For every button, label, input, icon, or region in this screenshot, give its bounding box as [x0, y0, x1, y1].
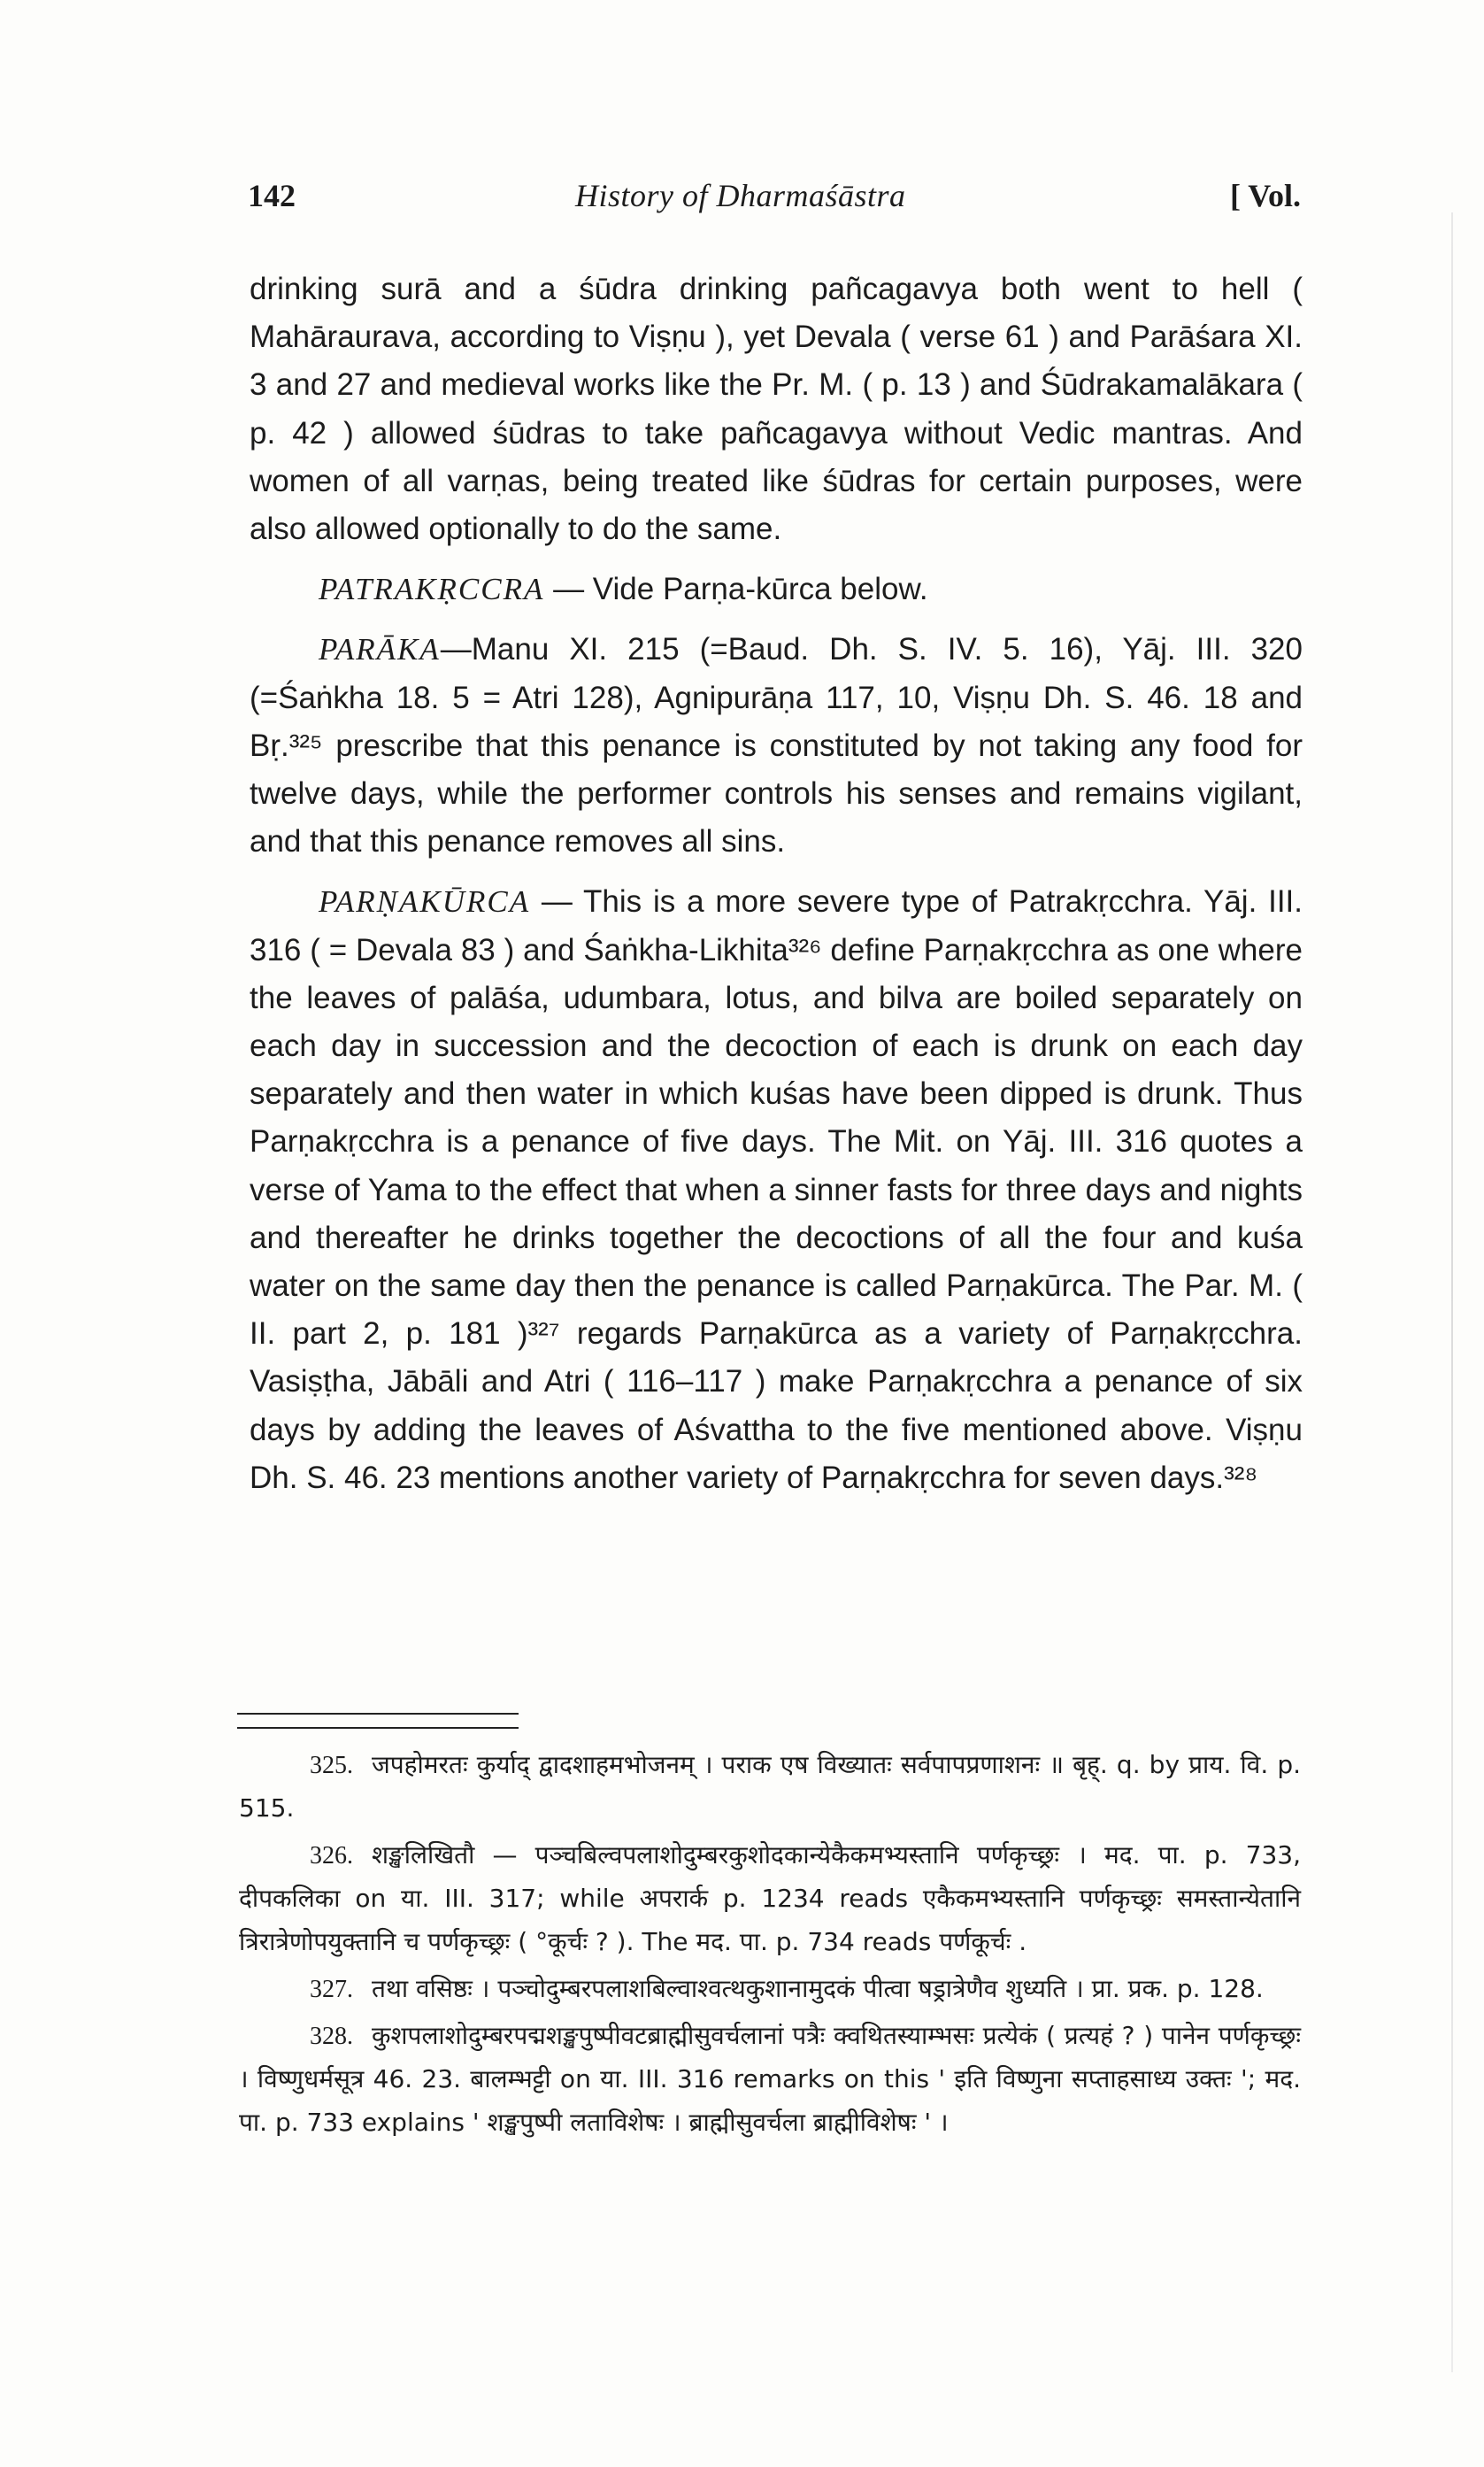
footnote-326	[239, 1834, 1301, 1964]
footnote-separator	[237, 1713, 519, 1729]
footnote-number: 325.	[310, 1752, 353, 1779]
footnote-text: जपहोमरतः कुर्याद् द्वादशाहमभोजनम् । पराक एष विख्यातः सर्वपापप्रणाशनः ॥ बृह्. q. by प्राय. वि. p. 515.	[239, 1750, 1301, 1823]
running-header	[248, 177, 1301, 230]
footnote-text: कुशपलाशोदुम्बरपद्मशङ्खपुष्पीवटब्राह्मीसुवर्चलानां पत्रैः क्वथितस्याम्भसः प्रत्येकं ( प्रत्यहं ? ) पानेन पर्णकृच्छ्रः । विष्णुधर्मसूत्र 46. 23. बालम्भट्टी on या. III. 316 remarks on this ' इति विष्णुना सप्ताहसाध्य उक्तः '; मद. पा. p. 733 explains ' शङ्खपुष्पी लताविशेषः । ब्राह्मीसुवर्चला ब्राह्मीविशेषः ' ।	[239, 2021, 1301, 2137]
main-text	[250, 266, 1303, 1502]
scan-edge-line	[1451, 212, 1453, 2372]
entry-heading: PARṆAKŪRCA	[319, 884, 531, 920]
footnote-text: शङ्खलिखितौ — पञ्चबिल्वपलाशोदुम्बरकुशोदकान्येकैकमभ्यस्तानि पर्णकृच्छ्रः । मद. पा. p. 733, दीपकलिका on या. III. 317; while अपरार्क p. 1234 reads एकैकमभ्यस्तानि पर्णकृच्छ्रः समस्तान्येतानि त्रिरात्रेणोपयुक्तानि च पर्णकृच्छ्रः ( °कूर्चः ? ). The मद. पा. p. 734 reads पर्णकूर्चः .	[239, 1840, 1301, 1956]
entry-heading: PARĀKA	[319, 632, 441, 667]
entry-heading: PATRAKṚCCRA	[319, 572, 545, 607]
paragraph-parnakurca	[250, 878, 1303, 1502]
footnotes	[239, 1744, 1301, 2148]
volume-marker: [ Vol.	[1229, 178, 1301, 213]
footnote-number: 326.	[310, 1842, 353, 1870]
footnote-text: तथा वसिष्ठः । पञ्चोदुम्बरपलाशबिल्वाश्वत्थकुशानामुदकं पीत्वा षड्रात्रेणैव शुध्यति । प्रा. प्रक. p. 128.	[372, 1974, 1264, 2003]
footnote-328	[239, 2015, 1301, 2145]
paragraph-text: drinking surā and a śūdra drinking pañcagavya both went to hell ( Mahāraurava, according to Viṣṇu ), yet Devala ( verse 61 ) and Parāśara XI. 3 and 27 and medieval works like the Pr. M. ( p. 13 ) and Śūdrakamalākara ( p. 42 ) allowed śūdras to take pañcagavya without Vedic mantras. And women of all varṇas, being treated like śūdras for certain purposes, were also allowed optionally to do the same.	[250, 272, 1303, 547]
paragraph-text: —Manu XI. 215 (=Baud. Dh. S. IV. 5. 16), Yāj. III. 320 (=Śaṅkha 18. 5 = Atri 128), Agnipurāṇa 117, 10, Viṣṇu Dh. S. 46. 18 and Bṛ.³²⁵ prescribe that this penance is constituted by not taking any food for twelve days, while the performer controls his senses and remains vigilant, and that this penance removes all sins.	[250, 632, 1303, 860]
paragraph-paraka	[250, 626, 1303, 866]
paragraph-text: — This is a more severe type of Patrakṛcchra. Yāj. III. 316 ( = Devala 83 ) and Śaṅkha-Likhita³²⁶ define Parṇakṛcchra as one where the leaves of palāśa, udumbara, lotus, and bilva are boiled separately on each day in succession and the decoction of each is drunk on each day separately and then water in which kuśas have been dipped is drunk. Thus Parṇakṛcchra is a penance of five days. The Mit. on Yāj. III. 316 quotes a verse of Yama to the effect that when a sinner fasts for three days and nights and thereafter he drinks together the decoctions of all the four and kuśa water on the same day then the penance is called Parṇakūrca. The Par. M. ( II. part 2, p. 181 )³²⁷ regards Parṇakūrca as a variety of Parṇakṛcchra. Vasiṣṭha, Jābāli and Atri ( 116–117 ) make Parṇakṛcchra a penance of six days by adding the leaves of Aśvattha to the five mentioned above. Viṣṇu Dh. S. 46. 23 mentions another variety of Parṇakṛcchra for seven days.³²⁸	[250, 884, 1303, 1495]
footnote-325	[239, 1744, 1301, 1831]
paragraph-continuation	[250, 266, 1303, 553]
page-number: 142	[248, 178, 296, 213]
paragraph-text: — Vide Parṇa-kūrca below.	[544, 572, 928, 607]
running-title: History of Dharmaśāstra	[575, 178, 906, 213]
footnote-327	[239, 1968, 1301, 2011]
footnote-number: 328.	[310, 2023, 353, 2050]
footnote-number: 327.	[310, 1976, 353, 2003]
paragraph-patrakrccra	[250, 566, 1303, 613]
